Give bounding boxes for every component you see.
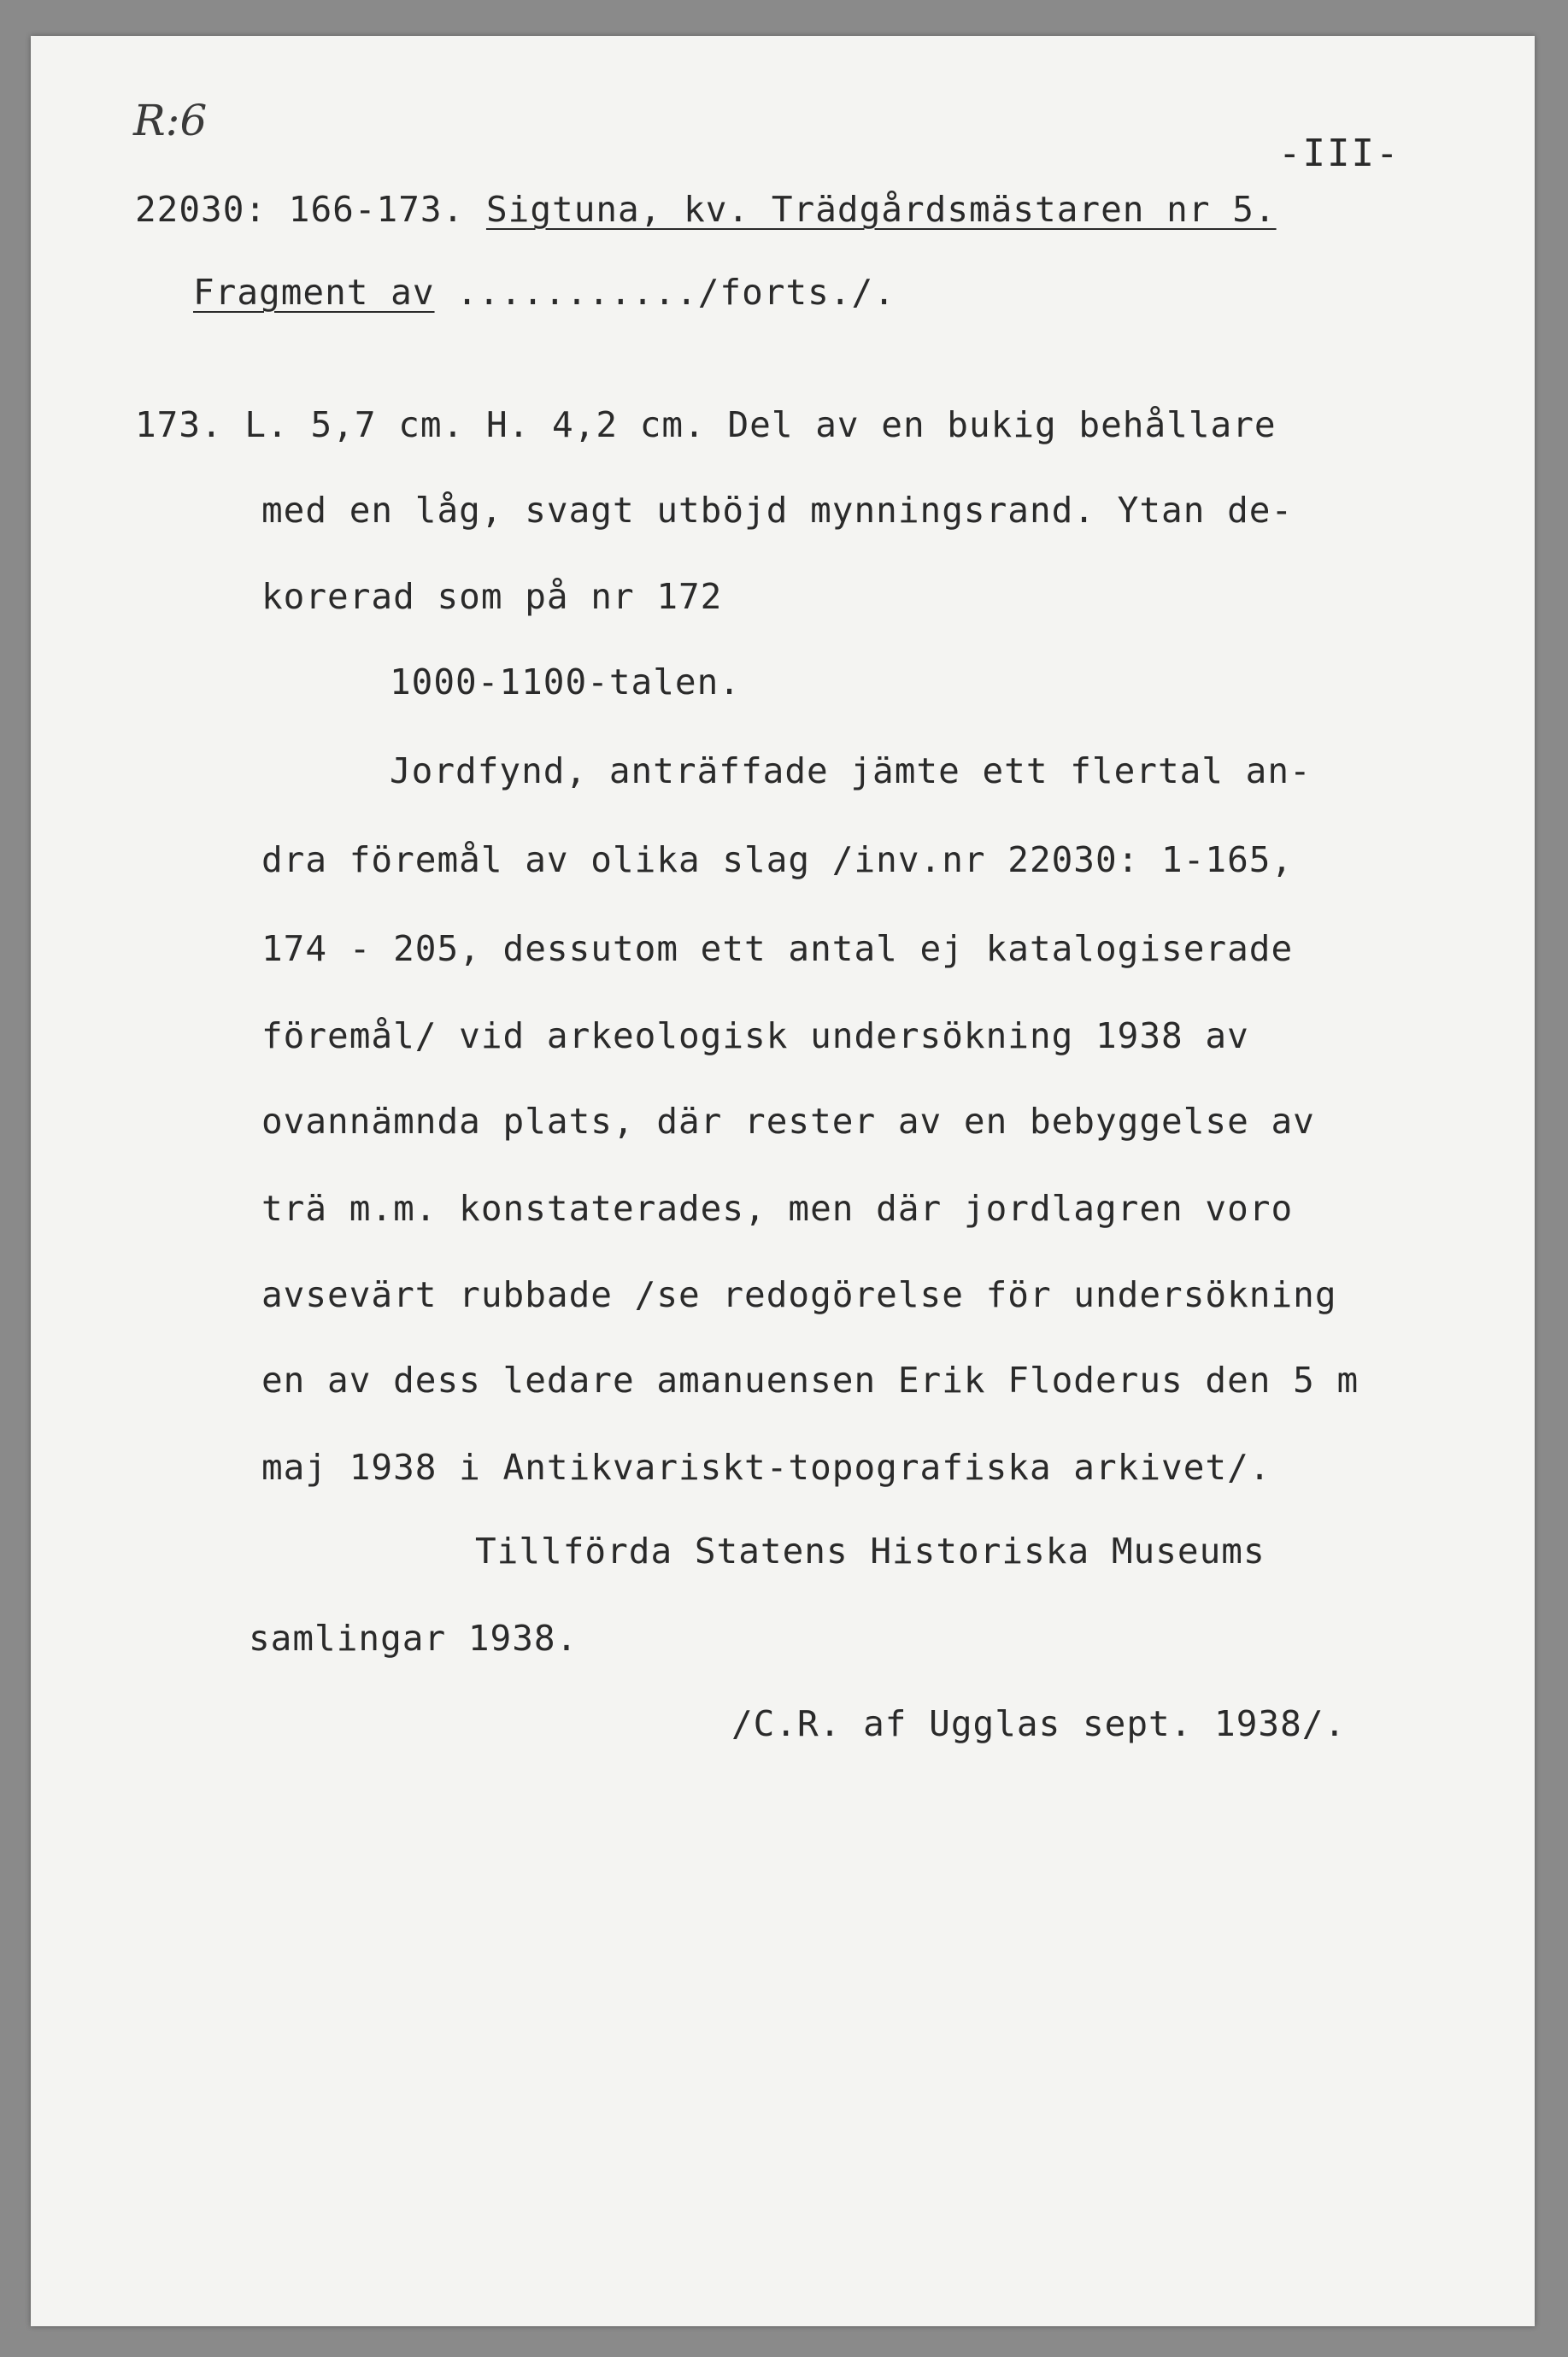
text-line: Tillförda Statens Historiska Museums xyxy=(475,1531,1266,1572)
page-number: -III- xyxy=(1278,132,1401,175)
text-line: 174 - 205, dessutom ett antal ej katalogiserade xyxy=(261,928,1294,969)
text-line: 1000-1100-talen. xyxy=(390,661,741,702)
signature-line: /C.R. af Ugglas sept. 1938/. xyxy=(731,1703,1347,1744)
catalog-card xyxy=(31,36,1535,2326)
text-line: dra föremål av olika slag /inv.nr 22030: 1-165, xyxy=(261,839,1294,880)
fragment-line xyxy=(193,272,896,313)
text-line: trä m.m. konstaterades, men där jordlagren voro xyxy=(261,1188,1294,1229)
handwritten-reference: R:6 xyxy=(133,96,208,145)
text-line: en av dess ledare amanuensen Erik Floderus den 5 m xyxy=(261,1360,1360,1401)
text-line: maj 1938 i Antikvariskt-topografiska arkivet/. xyxy=(261,1447,1271,1488)
text-line: föremål/ vid arkeologisk undersökning 1938 av xyxy=(261,1015,1249,1056)
place-name: Sigtuna, kv. Trädgårdsmästaren nr 5. xyxy=(485,189,1277,230)
header-line xyxy=(135,189,1277,230)
text-line: korerad som på nr 172 xyxy=(261,576,723,617)
fragment-continued: .........../forts./. xyxy=(434,272,896,313)
text-line: ovannämnda plats, där rester av en bebyggelse av xyxy=(261,1101,1315,1142)
text-line: Jordfynd, anträffade jämte ett flertal an- xyxy=(390,750,1312,791)
text-line: med en låg, svagt utböjd mynningsrand. Ytan de- xyxy=(261,490,1294,531)
text-line: samlingar 1938. xyxy=(249,1618,578,1659)
text-line: avsevärt rubbade /se redogörelse för undersökning xyxy=(261,1274,1337,1315)
text-line: 173. L. 5,7 cm. H. 4,2 cm. Del av en bukig behållare xyxy=(135,404,1277,445)
inventory-range: 22030: 166-173. xyxy=(135,189,465,230)
fragment-label: Fragment av xyxy=(193,272,435,313)
